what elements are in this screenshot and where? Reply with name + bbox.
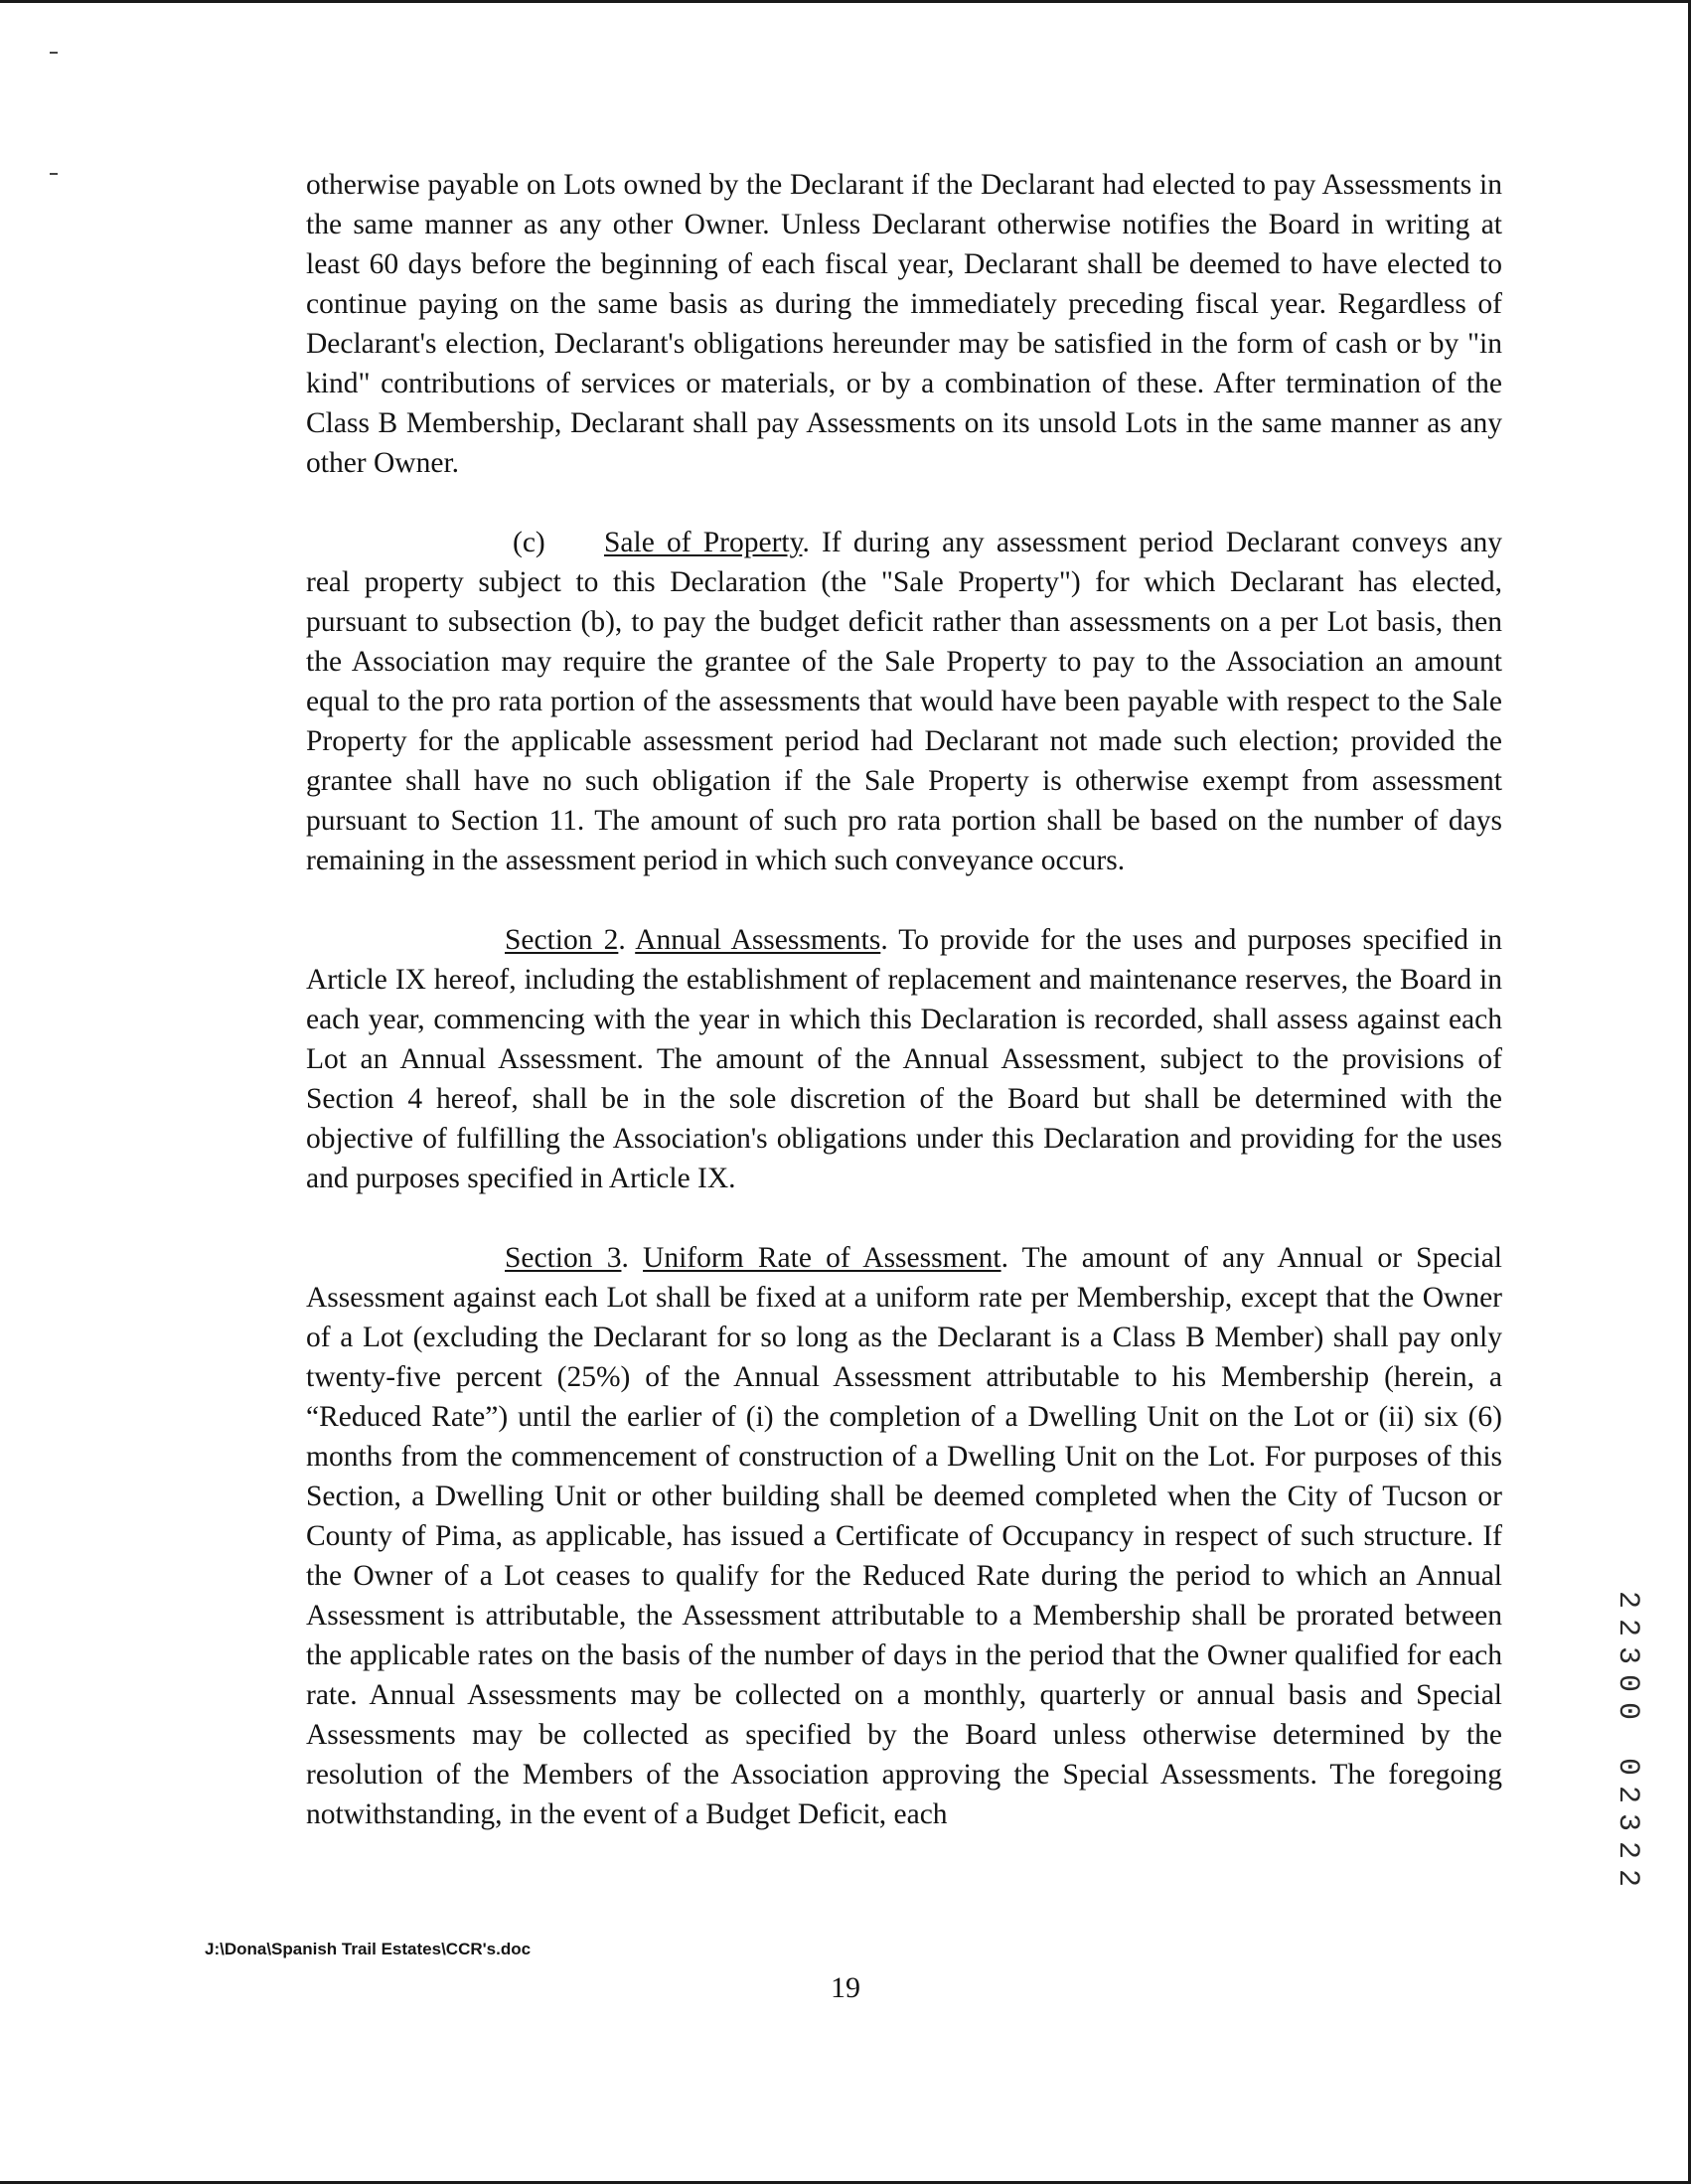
- paragraph-sale-of-property: [306, 523, 1502, 880]
- section-text: . To provide for the uses and purposes specified in Article IX hereof, including the establishment of replacement and maintenance reserves, the Board in each year, commencing with the year in which this Declaration is recorded, shall assess against each Lot an Annual Assessment. The amount of the Annual Assessment, subject to the provisions of Section 4 hereof, shall be in the sole discretion of the Board but shall be determined with the objective of fulfilling the Association's obligations under this Declaration and providing for the uses and purposes specified in Article IX.: [306, 924, 1503, 1194]
- recording-stamp: [1608, 1590, 1647, 1898]
- subsection-label: (c): [513, 527, 545, 558]
- section-number: Section 3: [505, 1242, 622, 1274]
- subsection-text: . If during any assessment period Declarant conveys any real property subject to this Declaration (the "Sale Property") for which Declarant has elected, pursuant to subsection (b), to pay the budget deficit rather than assessments on a per Lot basis, then the Association may require the grantee of the Sale Property to pay to the Association an amount equal to the pro rata portion of the assessments that would have been payable with respect to the Sale Property for the applicable assessment period had Declarant not made such election; provided the grantee shall have no such obligation if the Sale Property is otherwise exempt from assessment pursuant to Section 11. The amount of such pro rata portion shall be based on the number of days remaining in the assessment period in which such conveyance occurs.: [306, 527, 1502, 876]
- recording-stamp-number: 22300 02322: [1611, 1590, 1644, 1898]
- footer-file-path: J:\Dona\Spanish Trail Estates\CCR's.doc: [205, 1940, 532, 1958]
- paragraph-annual-assessments: [306, 920, 1502, 1198]
- section-text: . The amount of any Annual or Special Assessment against each Lot shall be fixed at a uniform rate per Membership, except that the Owner of a Lot (excluding the Declarant for so long as the Declarant is a Class B Member) shall pay only twenty-five percent (25%) of the Annual Assessment attributable to his Membership (herein, a “Reduced Rate”) until the earlier of (i) the completion of a Dwelling Unit on the Lot or (ii) six (6) months from the commencement of construction of a Dwelling Unit on the Lot. For purposes of this Section, a Dwelling Unit or other building shall be deemed completed when the City of Tucson or County of Pima, as applicable, has issued a Certificate of Occupancy in respect of such structure. If the Owner of a Lot ceases to qualify for the Reduced Rate during the period to which an Annual Assessment is attributable, the Assessment attributable to a Membership shall be prorated between the applicable rates on the basis of the number of days in the period that the Owner qualified for each rate. Annual Assessments may be collected on a monthly, quarterly or annual basis and Special Assessments may be collected as specified by the Board unless otherwise determined by the resolution of the Members of the Association approving the Special Assessments. The foregoing notwithstanding, in the event of a Budget Deficit, each: [306, 1242, 1503, 1830]
- scan-edge-top: [0, 0, 1691, 3]
- scan-speck: [50, 52, 58, 54]
- document-body: [306, 165, 1502, 1874]
- scan-speck: [50, 173, 58, 175]
- section-separator: .: [621, 1242, 644, 1274]
- subsection-heading: Sale of Property: [604, 527, 803, 558]
- section-heading: Uniform Rate of Assessment: [643, 1242, 1001, 1274]
- section-heading: Annual Assessments: [635, 924, 881, 956]
- section-separator: .: [618, 924, 636, 956]
- page-number: 19: [831, 1971, 860, 2004]
- paragraph-uniform-rate: [306, 1238, 1502, 1834]
- section-number: Section 2: [505, 924, 619, 956]
- paragraph-declarant-election: otherwise payable on Lots owned by the Declarant if the Declarant had elected to pay Assessments in the same manner as any other Owner. Unless Declarant otherwise notifies the Board in writing at least 60 days before the beginning of each fiscal year, Declarant shall be deemed to have elected to continue paying on the same basis as during the immediately preceding fiscal year. Regardless of Declarant's election, Declarant's obligations hereunder may be satisfied in the form of cash or by "in kind" contributions of services or materials, or by a combination of these. After termination of the Class B Membership, Declarant shall pay Assessments on its unsold Lots in the same manner as any other Owner.: [306, 169, 1502, 479]
